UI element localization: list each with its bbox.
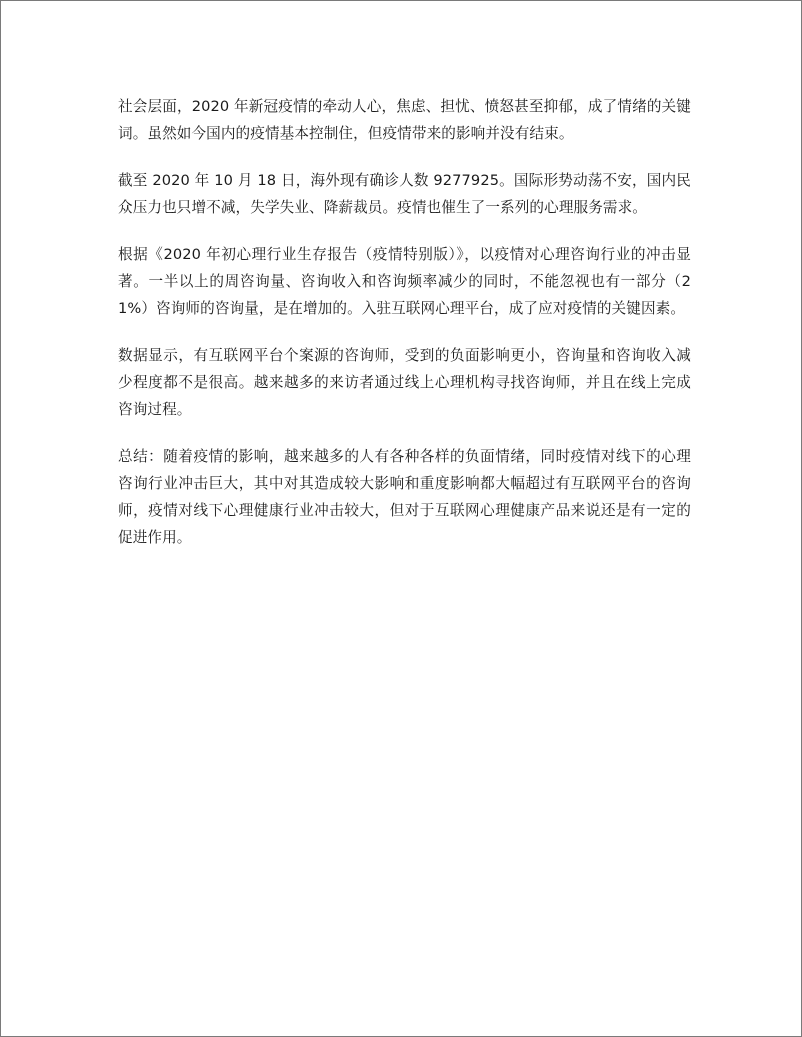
paragraph-summary: 总结：随着疫情的影响，越来越多的人有各种各样的负面情绪，同时疫情对线下的心理咨询行业冲击巨大，其中对其造成较大影响和重度影响都大幅超过有互联网平台的咨询师，疫情对线下心理健康行业冲击较大，但对于互联网心理健康产品来说还是有一定的促进作用。	[118, 448, 691, 546]
paragraph-overseas-cases: 截至 2020 年 10 月 18 日，海外现有确诊人数 9277925。国际形势动荡不安，国内民众压力也只增不减，失学失业、降薪裁员。疫情也催生了一系列的心理服务需求。	[118, 172, 691, 216]
paragraph-industry-report: 根据《2020 年初心理行业生存报告（疫情特别版）》，以疫情对心理咨询行业的冲击显著。一半以上的周咨询量、咨询收入和咨询频率减少的同时，不能忽视也有一部分（21%）咨询师的咨询量，是在增加的。入驻互联网心理平台，成了应对疫情的关键因素。	[118, 246, 691, 317]
document-body	[118, 93, 691, 571]
paragraph-social-impact: 社会层面，2020 年新冠疫情的牵动人心，焦虑、担忧、愤怒甚至抑郁，成了情绪的关键词。虽然如今国内的疫情基本控制住，但疫情带来的影响并没有结束。	[118, 98, 691, 142]
paragraph-data-findings: 数据显示，有互联网平台个案源的咨询师，受到的负面影响更小，咨询量和咨询收入减少程度都不是很高。越来越多的来访者通过线上心理机构寻找咨询师，并且在线上完成咨询过程。	[118, 347, 691, 418]
